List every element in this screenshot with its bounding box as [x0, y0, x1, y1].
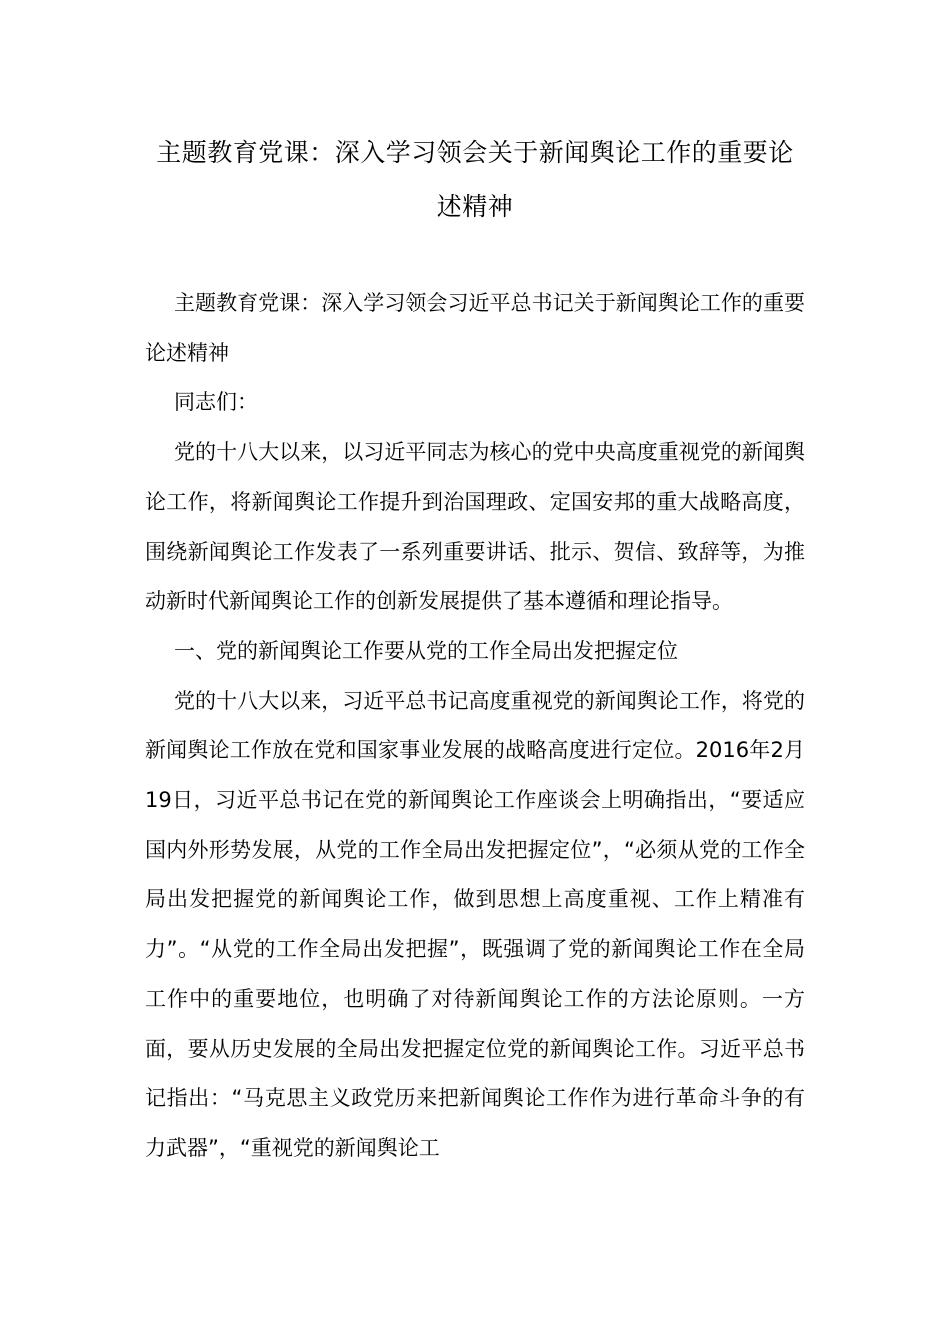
salutation-paragraph: 同志们： — [174, 390, 258, 415]
section-1-paragraph: 党的十八大以来，习近平总书记高度重视党的新闻舆论工作，将党的新闻舆论工作放在党和国家事业发展的战略高度进行定位。2016年2月19日，习近平总书记在党的新闻舆论工作座谈会上明确指出，“要适应国内外形势发展，从党的工作全局出发把握定位”，“必须从党的工作全局出发把握党的新闻舆论工作，做到思想上高度重视、工作上精准有力”。“从党的工作全局出发把握”，既强调了党的新闻舆论工作在全局工作中的重要地位，也明确了对待新闻舆论工作的方法论原则。一方面，要从历史发展的全局出发把握定位党的新闻舆论工作。习近平总书记指出：“马克思主义政党历来把新闻舆论工作作为进行革命斗争的有力武器”，“重视党的新闻舆论工 — [145, 688, 805, 1160]
document-title: 主题教育党课：深入学习领会关于新闻舆论工作的重要论述精神 — [156, 138, 794, 221]
subtitle-paragraph: 主题教育党课：深入学习领会习近平总书记关于新闻舆论工作的重要论述精神 — [145, 291, 805, 365]
intro-paragraph: 党的十八大以来，以习近平同志为核心的党中央高度重视党的新闻舆论工作，将新闻舆论工作提升到治国理政、定国安邦的重大战略高度，围绕新闻舆论工作发表了一系列重要讲话、批示、贺信、致辞等，为推动新时代新闻舆论工作的创新发展提供了基本遵循和理论指导。 — [145, 440, 805, 614]
document-body — [145, 279, 805, 1174]
section-heading-1: 一、党的新闻舆论工作要从党的工作全局出发把握定位 — [174, 638, 678, 663]
